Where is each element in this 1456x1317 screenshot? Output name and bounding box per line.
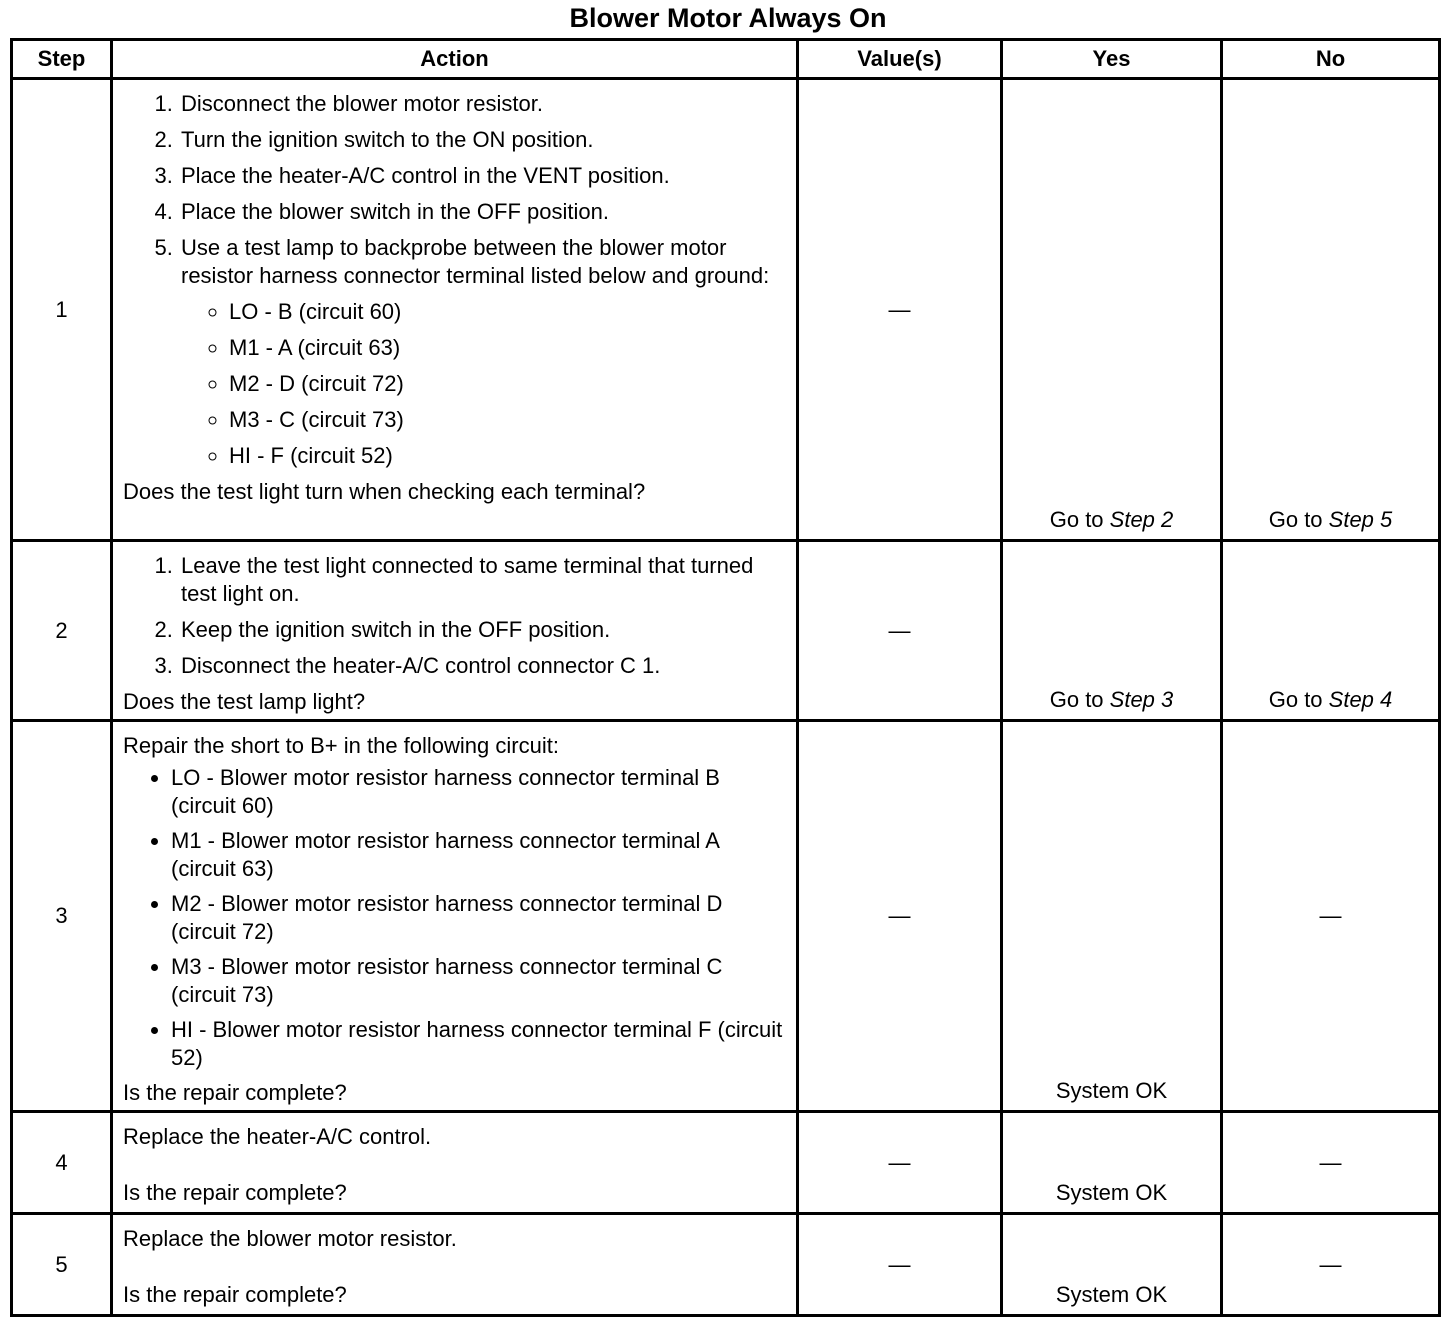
goto-prefix: Go to (1049, 507, 1110, 532)
action-text: Replace the heater-A/C control. (123, 1124, 432, 1149)
step-question: Is the repair complete? (123, 1180, 347, 1205)
yes-cell: System OK (1002, 1112, 1222, 1214)
instruction-text: Use a test lamp to backprobe between the blower motor resistor harness connector terminal listed below and ground: (181, 235, 770, 288)
action-cell (112, 1214, 798, 1316)
diagnostic-table (10, 38, 1441, 1317)
header-row (12, 40, 1440, 79)
circuit-item: • M1 - Blower motor resistor harness connector terminal A (circuit 63) (171, 827, 786, 883)
goto-prefix: Go to (1268, 687, 1329, 712)
instruction-item: 3. Place the heater-A/C control in the VENT position. (179, 162, 786, 190)
step-row-2 (12, 541, 1440, 721)
instruction-item: 1. Leave the test light connected to same terminal that turned test light on. (179, 552, 786, 608)
step-number: 2 (12, 541, 112, 721)
circuit-item: • LO - Blower motor resistor harness connector terminal B (circuit 60) (171, 764, 786, 820)
terminal-item: ◦ M2 - D (circuit 72) (229, 370, 786, 398)
instruction-item: 2. Turn the ignition switch to the ON position. (179, 126, 786, 154)
circuit-item: • HI - Blower motor resistor harness connector terminal F (circuit 52) (171, 1016, 786, 1072)
no-cell: — (1222, 1214, 1440, 1316)
circuit-list (123, 764, 786, 1072)
instruction-item: 1. Disconnect the blower motor resistor. (179, 90, 786, 118)
value-cell: — (798, 79, 1002, 541)
terminal-list (181, 298, 786, 470)
action-text: Replace the blower motor resistor. (123, 1226, 457, 1251)
goto-prefix: Go to (1049, 687, 1110, 712)
value-cell: — (798, 721, 1002, 1112)
step-question: Does the test lamp light? (123, 689, 366, 714)
circuit-item: • M3 - Blower motor resistor harness connector terminal C (circuit 73) (171, 953, 786, 1009)
instruction-item: 3. Disconnect the heater-A/C control connector C 1. (179, 652, 786, 680)
step-number: 3 (12, 721, 112, 1112)
action-cell (112, 1112, 798, 1214)
yes-cell: System OK (1002, 1214, 1222, 1316)
no-cell: — (1222, 721, 1440, 1112)
circuit-item: • M2 - Blower motor resistor harness connector terminal D (circuit 72) (171, 890, 786, 946)
step-link[interactable]: Step 2 (1109, 507, 1174, 532)
instruction-item (179, 234, 786, 470)
step-row-5 (12, 1214, 1440, 1316)
step-question: Is the repair complete? (123, 1080, 347, 1105)
action-cell (112, 721, 798, 1112)
page-title: Blower Motor Always On (569, 3, 887, 33)
header-action: Action (112, 40, 798, 79)
step-link[interactable]: Step 5 (1328, 507, 1393, 532)
terminal-item: ◦ LO - B (circuit 60) (229, 298, 786, 326)
yes-cell: System OK (1002, 721, 1222, 1112)
header-no: No (1222, 40, 1440, 79)
step-number: 5 (12, 1214, 112, 1316)
repair-intro: Repair the short to B+ in the following circuit: (123, 733, 559, 758)
instruction-item: 2. Keep the ignition switch in the OFF position. (179, 616, 786, 644)
step-row-4 (12, 1112, 1440, 1214)
action-cell (112, 79, 798, 541)
step-link[interactable]: Step 4 (1328, 687, 1393, 712)
value-cell: — (798, 1112, 1002, 1214)
header-yes: Yes (1002, 40, 1222, 79)
value-cell: — (798, 541, 1002, 721)
step-question: Does the test light turn when checking each terminal? (123, 479, 646, 504)
value-cell: — (798, 1214, 1002, 1316)
terminal-item: ◦ M3 - C (circuit 73) (229, 406, 786, 434)
step-number: 4 (12, 1112, 112, 1214)
step-question: Is the repair complete? (123, 1282, 347, 1307)
terminal-item: ◦ HI - F (circuit 52) (229, 442, 786, 470)
terminal-item: ◦ M1 - A (circuit 63) (229, 334, 786, 362)
instruction-item: 4. Place the blower switch in the OFF position. (179, 198, 786, 226)
step-row-1 (12, 79, 1440, 541)
instruction-list (123, 90, 786, 470)
no-cell (1222, 79, 1440, 541)
yes-cell (1002, 541, 1222, 721)
yes-cell (1002, 79, 1222, 541)
step-number: 1 (12, 79, 112, 541)
goto-prefix: Go to (1268, 507, 1329, 532)
step-row-3 (12, 721, 1440, 1112)
action-cell (112, 541, 798, 721)
header-values: Value(s) (798, 40, 1002, 79)
step-link[interactable]: Step 3 (1109, 687, 1174, 712)
header-step: Step (12, 40, 112, 79)
instruction-list (123, 552, 786, 680)
no-cell (1222, 541, 1440, 721)
no-cell: — (1222, 1112, 1440, 1214)
